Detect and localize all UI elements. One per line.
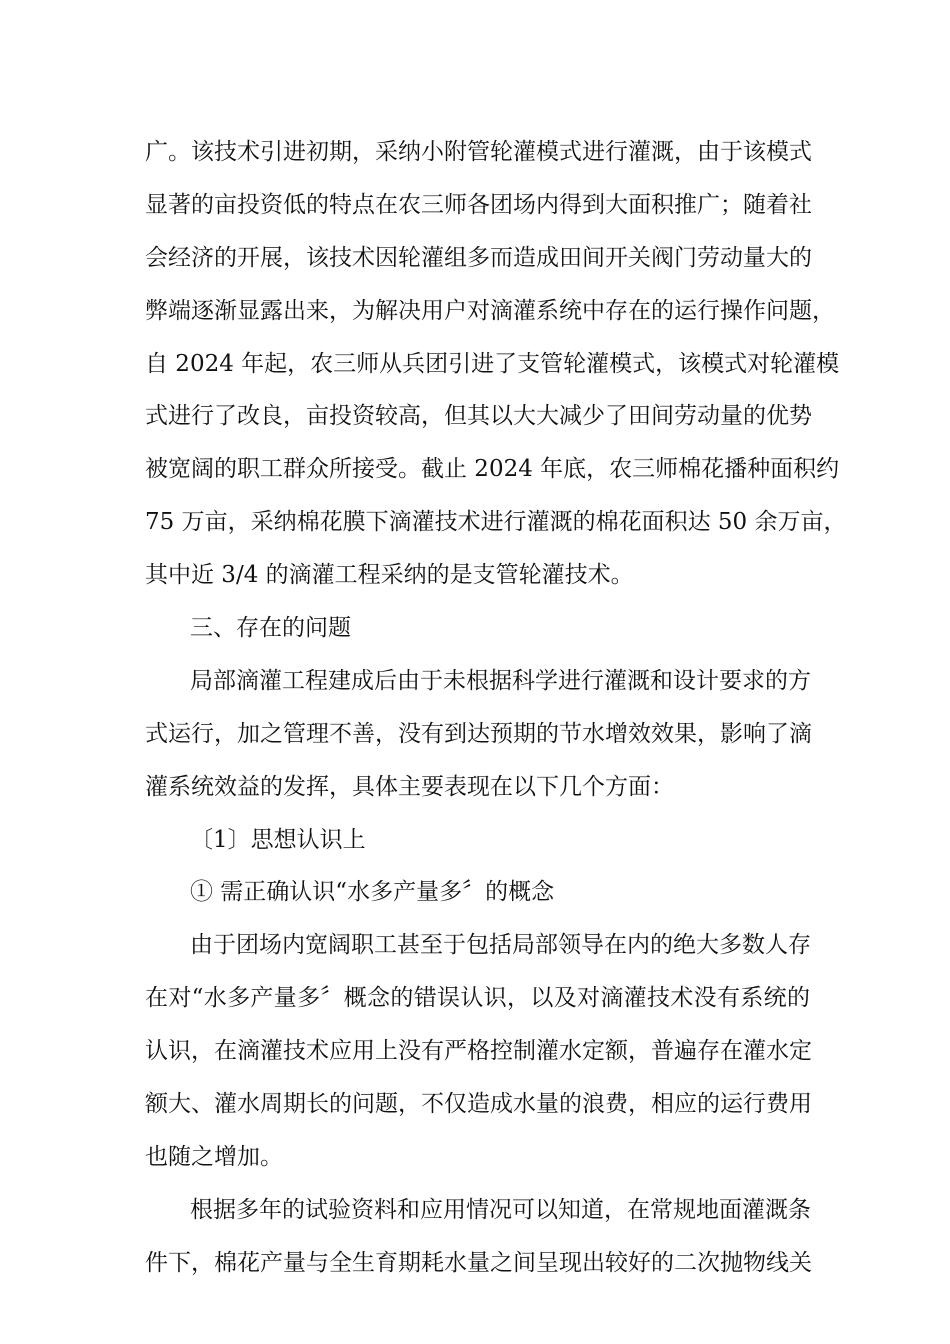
body-line: 额大、灌水周期长的问题，不仅造成水量的浪费，相应的运行费用 [145, 1091, 812, 1118]
document-body [145, 130, 847, 1294]
body-line: 件下，棉花产量与全生育期耗水量之间呈现出较好的二次抛物线关 [145, 1249, 812, 1276]
body-line: 根据多年的试验资料和应用情况可以知道，在常规地面灌溉条 [190, 1196, 811, 1223]
body-line: 在对“水多产量多〞概念的错误认识，以及对滴灌技术没有系统的 [145, 985, 810, 1012]
body-line: 也随之增加。 [145, 1143, 283, 1170]
body-line: 75 万亩，采纳棉花膜下滴灌技术进行灌溉的棉花面积达 50 余万亩， [145, 509, 847, 536]
body-line: 广。该技术引进初期，采纳小附管轮灌模式进行灌溉，由于该模式 [145, 139, 812, 165]
body-line: 被宽阔的职工群众所接受。截止 2024 年底，农三师棉花播种面积约 [145, 456, 840, 483]
body-line: 认识，在滴灌技术应用上没有严格控制灌水定额，普遍存在灌水定 [145, 1038, 812, 1065]
body-line: 灌系统效益的发挥，具体主要表现在以下几个方面： [145, 773, 674, 800]
body-line: 局部滴灌工程建成后由于未根据科学进行灌溉和设计要求的方 [190, 667, 811, 694]
body-line: 由于团场内宽阔职工甚至于包括局部领导在内的绝大多数人存 [190, 932, 811, 959]
body-line: 显著的亩投资低的特点在农三师各团场内得到大面积推广；随着社 [145, 191, 812, 218]
body-line: 式进行了改良，亩投资较高，但其以大大减少了田间劳动量的优势 [145, 403, 812, 430]
subsection-item: ① 需正确认识“水多产量多〞的概念 [190, 879, 555, 906]
body-line: 弊端逐渐显露出来，为解决用户对滴灌系统中存在的运行操作问题， [145, 297, 835, 324]
subsection-heading: 〔1〕思想认识上 [190, 826, 366, 853]
body-line: 会经济的开展，该技术因轮灌组多而造成田间开关阀门劳动量大的 [145, 244, 812, 271]
body-line: 自 2024 年起，农三师从兵团引进了支管轮灌模式，该模式对轮灌模 [145, 350, 840, 377]
section-heading: 三、存在的问题 [190, 615, 351, 642]
body-line: 式运行，加之管理不善，没有到达预期的节水增效效果，影响了滴 [145, 720, 812, 747]
body-line: 其中近 3/4 的滴灌工程采纳的是支管轮灌技术。 [145, 562, 634, 589]
